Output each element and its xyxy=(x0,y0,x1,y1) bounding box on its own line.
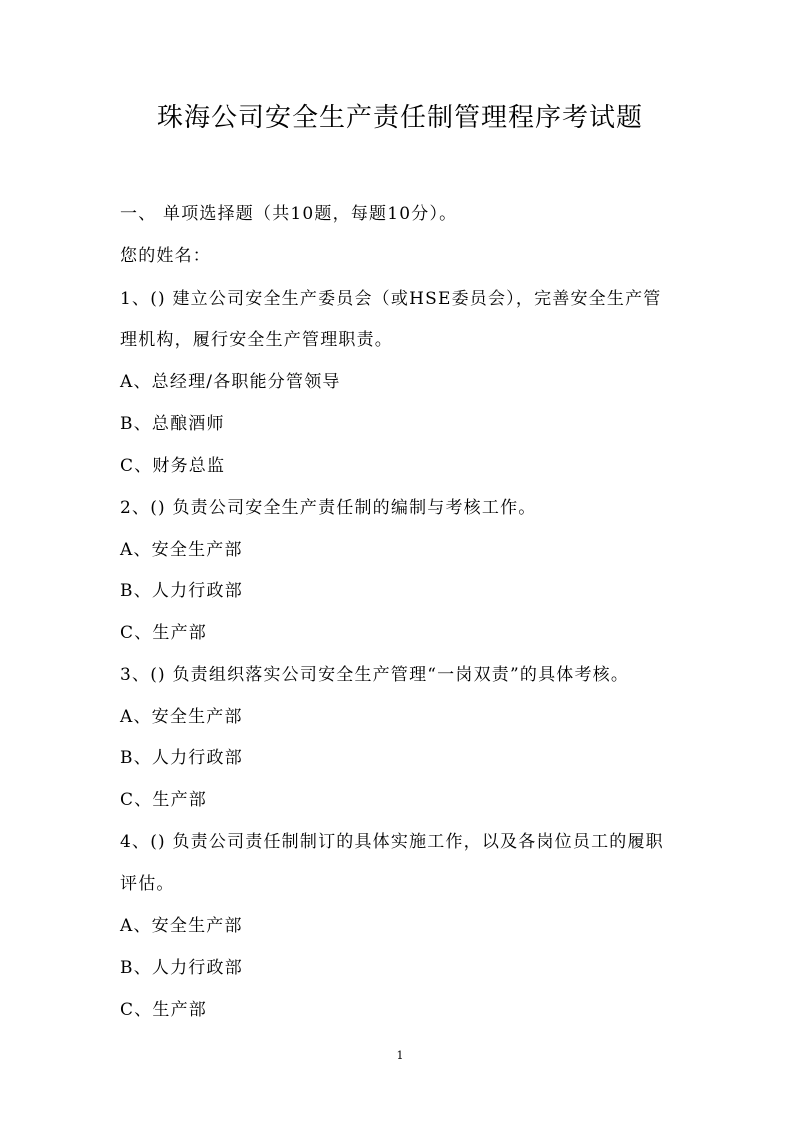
question-1-option-c: C、财务总监 xyxy=(120,456,226,476)
question-3-option-b: B、人力行政部 xyxy=(120,748,243,768)
page-number: 1 xyxy=(396,1049,404,1062)
question-1-option-a: A、总经理/各职能分管领导 xyxy=(120,372,341,392)
question-4-stem-continued: 评估。 xyxy=(120,874,175,894)
question-4-stem: 4、() 负责公司责任制制订的具体实施工作，以及各岗位员工的履职 xyxy=(120,832,664,852)
question-3-stem: 3、() 负责组织落实公司安全生产管理“一岗双责”的具体考核。 xyxy=(120,665,630,685)
question-2-stem: 2、() 负责公司安全生产责任制的编制与考核工作。 xyxy=(120,498,537,518)
question-4-option-b: B、人力行政部 xyxy=(120,958,243,978)
question-1-stem-continued: 理机构，履行安全生产管理职责。 xyxy=(120,330,393,350)
question-4-option-c: C、生产部 xyxy=(120,1000,208,1020)
page-title: 珠海公司安全生产责任制管理程序考试题 xyxy=(156,103,643,133)
question-4-option-a: A、安全生产部 xyxy=(120,916,243,936)
name-label: 您的姓名： xyxy=(120,246,211,266)
question-3-option-c: C、生产部 xyxy=(120,790,208,810)
question-1-option-b: B、总酿酒师 xyxy=(120,414,225,434)
question-3-option-a: A、安全生产部 xyxy=(120,707,243,727)
question-2-option-b: B、人力行政部 xyxy=(120,581,243,601)
question-2-option-a: A、安全生产部 xyxy=(120,540,243,560)
question-2-option-c: C、生产部 xyxy=(120,623,208,643)
question-1-stem: 1、() 建立公司安全生产委员会（或HSE委员会），完善安全生产管 xyxy=(120,289,662,309)
section-heading: 一、 单项选择题（共10题，每题10分）。 xyxy=(120,204,458,224)
